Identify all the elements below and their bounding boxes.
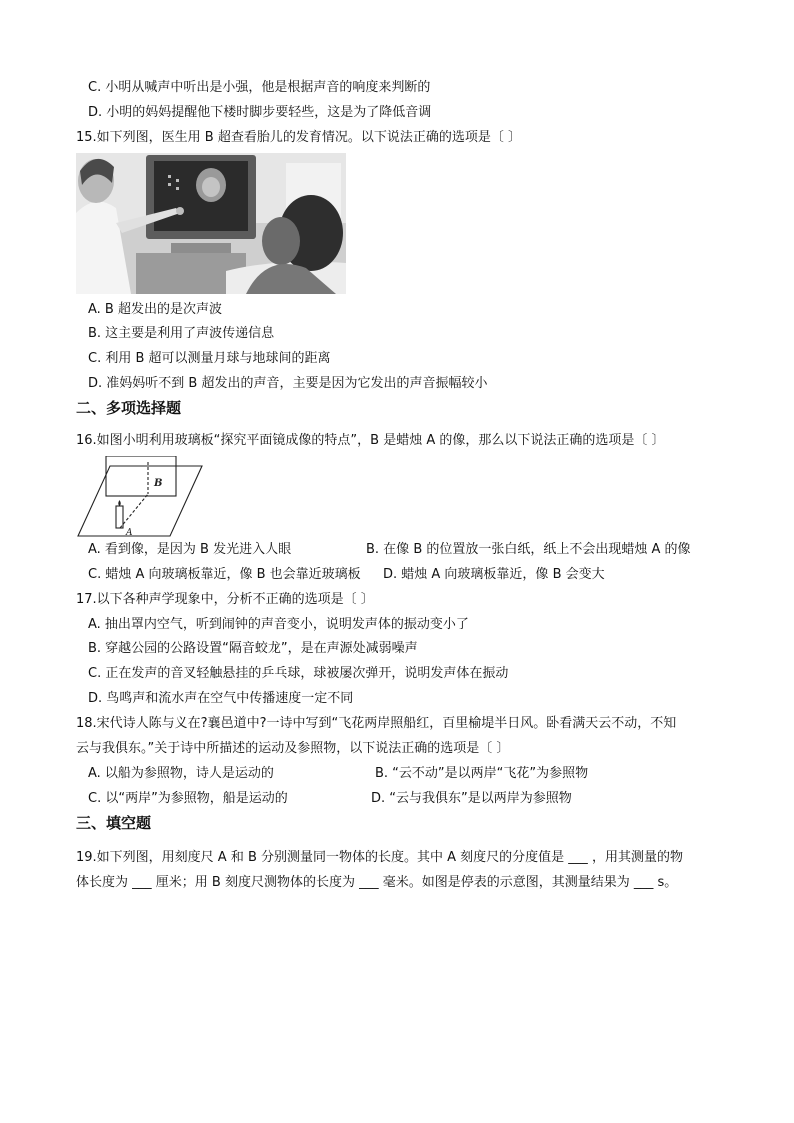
q16-option-c: C. 蜡烛 A 向玻璃板靠近，像 B 也会靠近玻璃板 [88,567,361,582]
table-surface [78,466,202,536]
section-heading-multiple-choice: 二、多项选择题 [76,399,182,417]
q15-stem: 15.如下列图，医生用 B 超查看胎儿的发育情况。以下说法正确的选项是〔 〕 [76,130,521,145]
q18-option-b: B. “云不动”是以两岸“飞花”为参照物 [375,766,589,781]
q17-option-b: B. 穿越公园的公路设置“隔音蛟龙”，是在声源处减弱噪声 [88,641,418,656]
label-a: A [126,528,133,538]
q15-option-c: C. 利用 B 超可以测量月球与地球间的距离 [88,351,331,366]
q17-option-a: A. 抽出罩内空气，听到闹钟的声音变小，说明发声体的振动变小了 [88,617,469,632]
candle-a [116,506,123,528]
q18-option-c: C. 以“两岸”为参照物，船是运动的 [88,791,288,806]
q19-line2: 体长度为 ___ 厘米；用 B 刻度尺测物体的长度为 ___ 毫米。如图是停表的示意图，其测量结果为 ___ s。 [76,875,678,890]
ultrasound-photo [76,153,346,294]
q17-stem: 17.以下各种声学现象中，分析不正确的选项是〔 〕 [76,592,374,607]
q17-option-d: D. 鸟鸣声和流水声在空气中传播速度一定不同 [88,691,354,706]
q18-option-d: D. “云与我俱东”是以两岸为参照物 [371,791,572,806]
q18-stem-line2: 云与我俱东。”关于诗中所描述的运动及参照物，以下说法正确的选项是〔 〕 [76,741,510,756]
q16-stem: 16.如图小明利用玻璃板“探究平面镜成像的特点”，B 是蜡烛 A 的像，那么以下说法正确的选项是〔 〕 [76,433,665,448]
mirror-experiment-figure [76,456,206,538]
q19-line1: 19.如下列图，用刻度尺 A 和 B 分别测量同一物体的长度。其中 A 刻度尺的分度值是 ___ ，用其测量的物 [76,850,683,865]
q16-option-d: D. 蜡烛 A 向玻璃板靠近，像 B 会变大 [383,567,605,582]
label-b: B [154,478,163,489]
q14-option-c: C. 小明从喊声中听出是小强，他是根据声音的响度来判断的 [88,80,431,95]
q17-option-c: C. 正在发声的音叉轻触悬挂的乒乓球，球被屡次弹开，说明发声体在振动 [88,666,509,681]
q15-option-d: D. 准妈妈听不到 B 超发出的声音，主要是因为它发出的声音振幅较小 [88,376,488,391]
q16-option-b: B. 在像 B 的位置放一张白纸，纸上不会出现蜡烛 A 的像 [366,542,691,557]
q15-option-a: A. B 超发出的是次声波 [88,302,222,317]
q15-option-b: B. 这主要是利用了声波传递信息 [88,326,275,341]
glass-plate [106,456,176,496]
section-heading-fill-blank: 三、填空题 [76,814,152,832]
q18-stem-line1: 18.宋代诗人陈与义在?襄邑道中?一诗中写到“飞花两岸照船红，百里榆堤半日风。卧看满天云不动，不知 [76,716,677,731]
q18-option-a: A. 以船为参照物，诗人是运动的 [88,766,274,781]
q14-option-d: D. 小明的妈妈提醒他下楼时脚步要轻些，这是为了降低音调 [88,105,432,120]
q16-option-a: A. 看到像，是因为 B 发光进入人眼 [88,542,292,557]
